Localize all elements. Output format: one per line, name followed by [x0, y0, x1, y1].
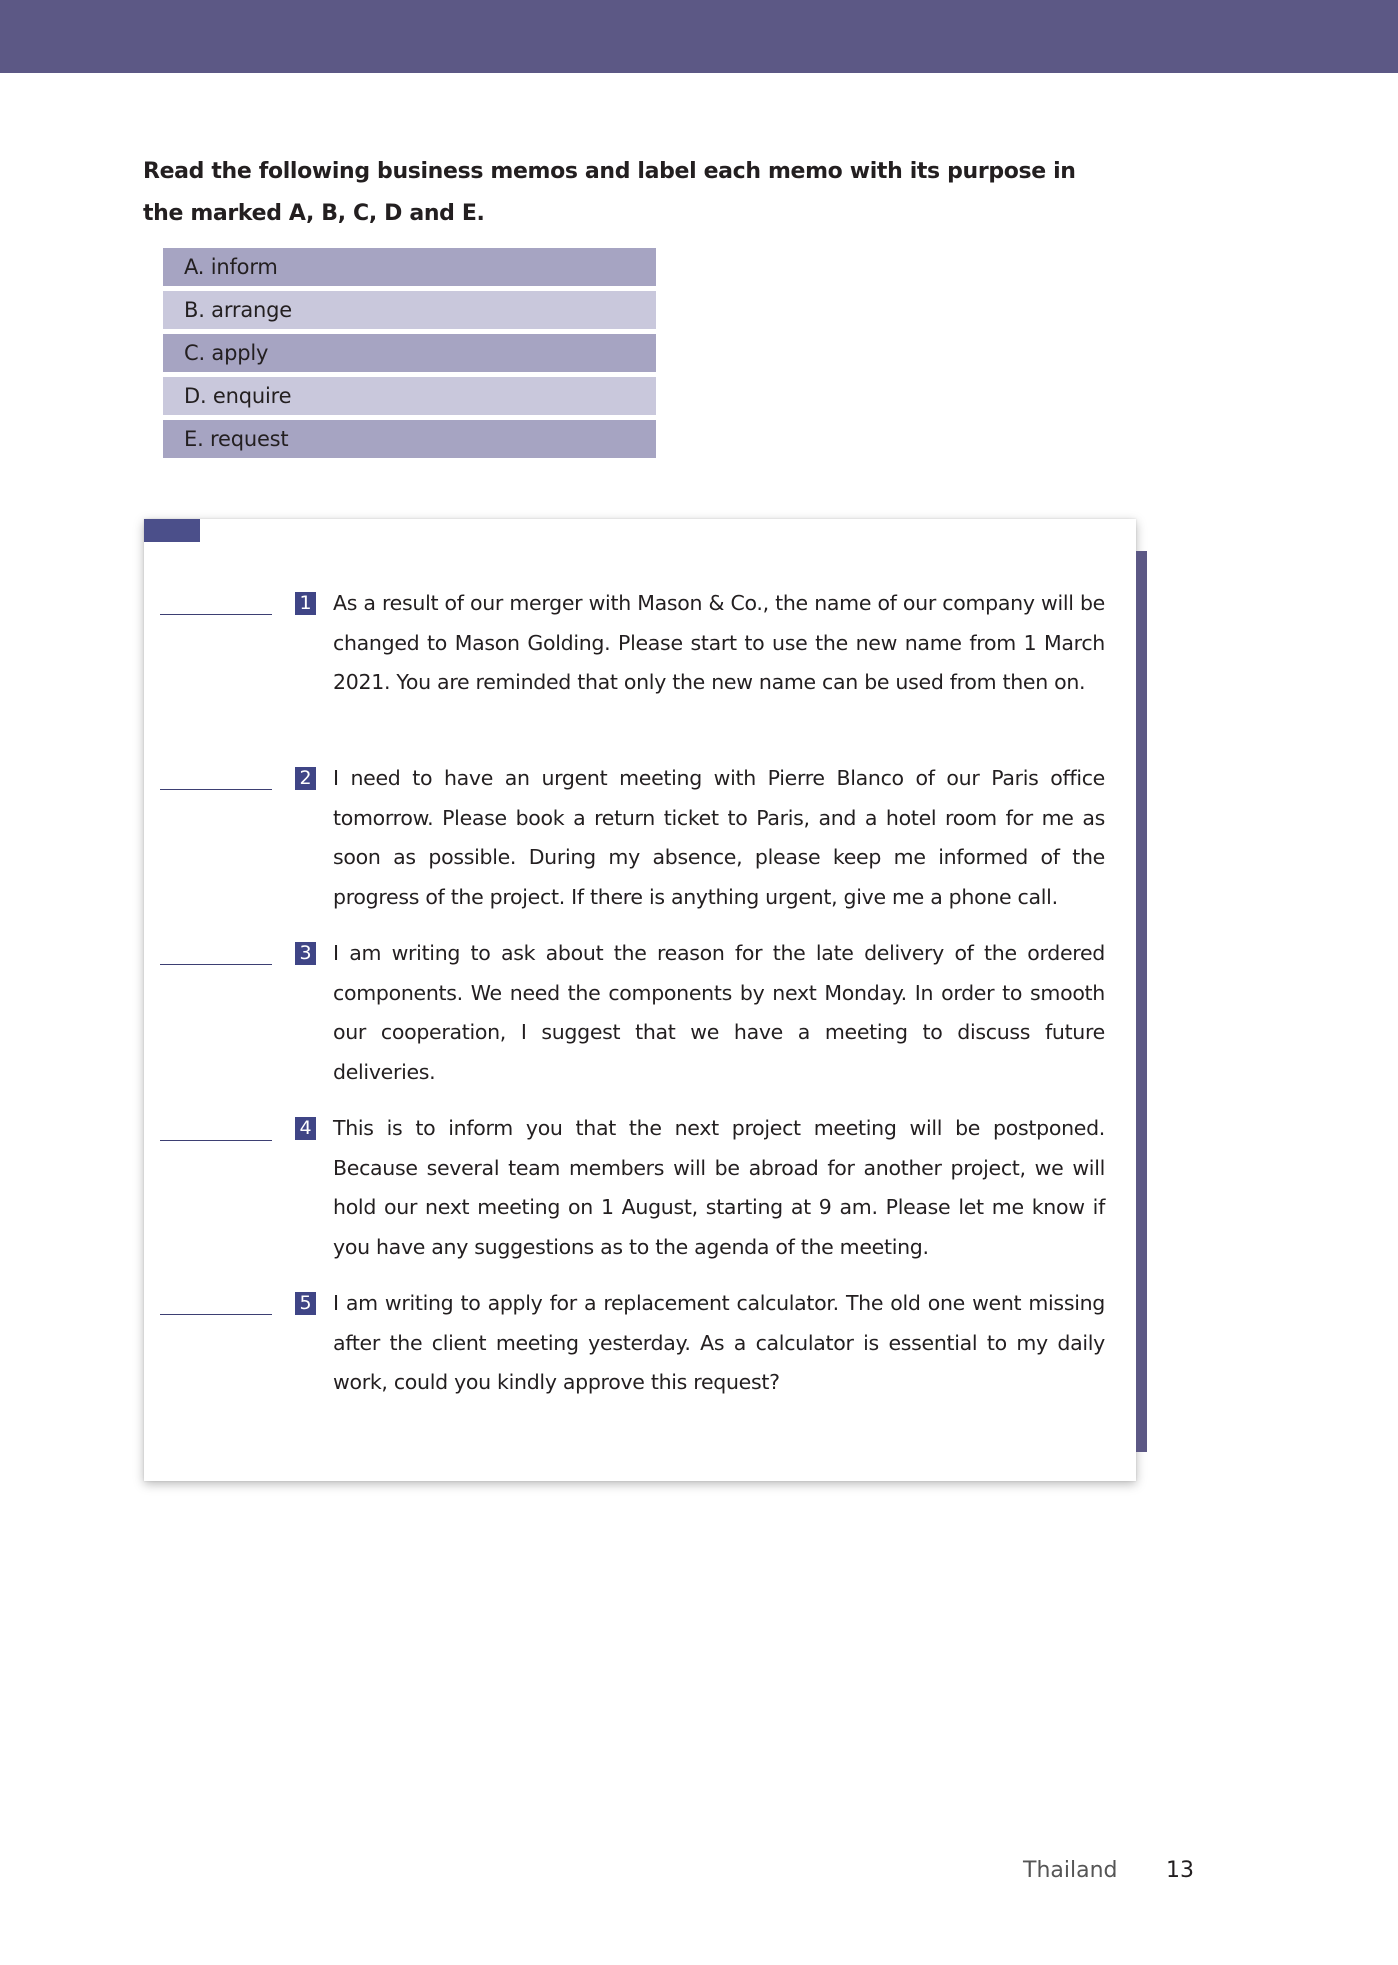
purpose-options-list — [163, 248, 656, 463]
page-number: 13 — [1166, 1858, 1194, 1883]
card-tab-marker — [144, 519, 200, 542]
memo-number-badge: 3 — [295, 942, 316, 965]
memo-text: I am writing to ask about the reason for the late delivery of the ordered components. We need the components by next Monday. In order to smooth our cooperation, I suggest that we have a meeting to discuss future deliveries. — [333, 941, 1105, 1084]
memo-number-badge: 5 — [295, 1292, 316, 1315]
answer-blank[interactable] — [160, 964, 272, 965]
answer-blank[interactable] — [160, 789, 272, 790]
option-request: E. request — [163, 420, 656, 458]
memo-number-badge: 1 — [295, 592, 316, 615]
memo-text: I need to have an urgent meeting with Pierre Blanco of our Paris office tomorrow. Please book a return ticket to Paris, and a hotel room for me as soon as possible. During my absence, please keep me informed of the progress of the project. If there is anything urgent, give me a phone call. — [333, 766, 1105, 909]
memo-number-badge: 2 — [295, 767, 316, 790]
option-inform: A. inform — [163, 248, 656, 286]
memo-text: This is to inform you that the next project meeting will be postponed. Because several team members will be abroad for another project, we will hold our next meeting on 1 August, starting at 9 am. Please let me know if you have any suggestions as to the agenda of the meeting. — [333, 1116, 1105, 1259]
memo-text: I am writing to apply for a replacement calculator. The old one went missing after the client meeting yesterday. As a calculator is essential to my daily work, could you kindly approve this request? — [333, 1291, 1105, 1394]
answer-blank[interactable] — [160, 1140, 272, 1141]
option-enquire: D. enquire — [163, 377, 656, 415]
memo-text: As a result of our merger with Mason & Co., the name of our company will be changed to Mason Golding. Please start to use the new name from 1 March 2021. You are reminded that only the new name can be used from then on. — [333, 591, 1105, 694]
option-arrange: B. arrange — [163, 291, 656, 329]
answer-blank[interactable] — [160, 1314, 272, 1315]
card-side-bar — [1136, 551, 1147, 1452]
answer-blank[interactable] — [160, 614, 272, 615]
memo-number-badge: 4 — [295, 1117, 316, 1140]
footer-country: Thailand — [1023, 1858, 1118, 1883]
instruction-text: Read the following business memos and label each memo with its purpose in the marked A, B, C, D and E. — [143, 159, 1076, 226]
header-band — [0, 0, 1398, 73]
option-apply: C. apply — [163, 334, 656, 372]
